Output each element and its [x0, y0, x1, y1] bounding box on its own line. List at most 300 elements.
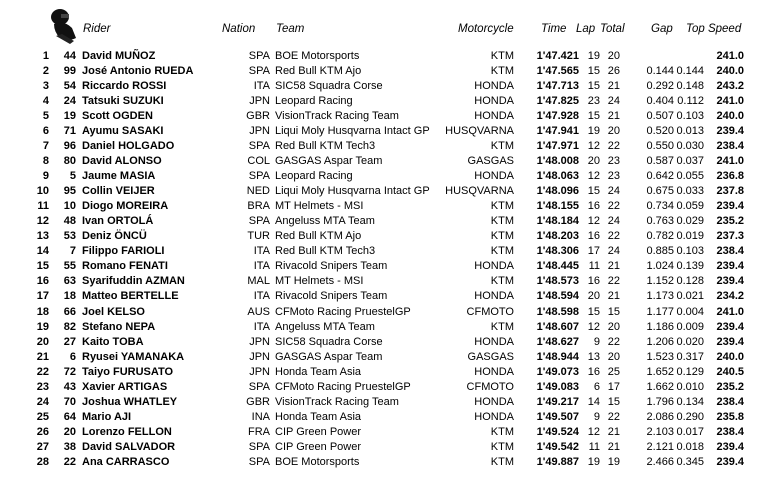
gap-first-cell: 0.520 [646, 125, 674, 138]
nation-cell: COL [247, 155, 270, 168]
total-laps-cell: 21 [607, 110, 620, 123]
rider-number-cell: 70 [63, 395, 76, 408]
motorcycle-cell: HONDA [474, 335, 514, 348]
best-lap-cell: 12 [587, 425, 600, 438]
lap-time-cell: 1'47.971 [536, 140, 579, 153]
lap-time-cell: 1'49.542 [536, 440, 579, 453]
gap-previous-cell: 0.029 [676, 215, 704, 228]
gap-first-cell: 0.885 [646, 245, 674, 258]
top-speed-cell: 235.2 [716, 380, 744, 393]
total-laps-cell: 24 [607, 215, 620, 228]
rider-number-cell: 24 [63, 95, 76, 108]
best-lap-cell: 15 [587, 65, 600, 78]
gap-first-cell: 1.024 [646, 260, 674, 273]
gap-first-cell: 0.404 [646, 95, 674, 108]
gap-previous-cell: 0.290 [676, 410, 704, 423]
nation-cell: JPN [249, 365, 270, 378]
best-lap-cell: 20 [587, 155, 600, 168]
gap-previous-cell: 0.033 [676, 185, 704, 198]
motorcycle-cell: HONDA [474, 80, 514, 93]
gap-first-cell: 1.652 [646, 365, 674, 378]
motorcycle-cell: GASGAS [467, 350, 514, 363]
position-cell: 23 [36, 380, 49, 393]
motorcycle-cell: KTM [490, 230, 514, 243]
position-cell: 11 [37, 200, 49, 213]
lap-time-cell: 1'48.203 [536, 230, 579, 243]
position-cell: 24 [36, 395, 49, 408]
gap-previous-cell: 0.345 [676, 455, 704, 468]
table-row [0, 94, 758, 109]
table-row [0, 214, 758, 229]
total-laps-cell: 25 [607, 365, 620, 378]
rider-name-cell: Collin VEIJER [82, 185, 155, 198]
lap-time-cell: 1'48.445 [536, 260, 579, 273]
position-cell: 12 [36, 215, 49, 228]
rider-name-cell: Daniel HOLGADO [82, 140, 175, 153]
nation-cell: BRA [247, 200, 270, 213]
top-speed-cell: 241.0 [716, 305, 744, 318]
rider-number-cell: 48 [63, 215, 76, 228]
table-row [0, 335, 758, 350]
rider-number-cell: 10 [63, 200, 76, 213]
top-speed-cell: 239.4 [716, 455, 744, 468]
lap-time-cell: 1'48.096 [536, 185, 579, 198]
rider-number-cell: 38 [63, 440, 76, 453]
gap-first-cell: 2.121 [646, 440, 674, 453]
gap-previous-cell: 0.055 [676, 170, 704, 183]
table-row [0, 184, 758, 199]
team-cell: MT Helmets - MSI [275, 200, 364, 213]
motorcycle-cell: KTM [490, 275, 514, 288]
best-lap-cell: 9 [593, 335, 600, 348]
rider-name-cell: Matteo BERTELLE [82, 290, 179, 303]
rider-number-cell: 54 [63, 80, 76, 93]
table-row [0, 440, 758, 455]
total-laps-cell: 22 [607, 230, 620, 243]
team-cell: MT Helmets - MSI [275, 275, 364, 288]
gap-previous-cell: 0.019 [676, 230, 704, 243]
table-row [0, 395, 758, 410]
rider-number-cell: 63 [63, 275, 76, 288]
total-laps-cell: 24 [607, 245, 620, 258]
rider-name-cell: Joel KELSO [82, 305, 145, 318]
total-laps-cell: 15 [607, 305, 620, 318]
top-speed-cell: 240.5 [716, 365, 744, 378]
position-cell: 3 [42, 80, 49, 93]
table-row [0, 350, 758, 365]
nation-cell: GBR [246, 110, 270, 123]
best-lap-cell: 16 [587, 230, 600, 243]
lap-time-cell: 1'47.928 [536, 110, 579, 123]
team-cell: Angeluss MTA Team [275, 320, 375, 333]
table-row [0, 320, 758, 335]
gap-first-cell: 0.550 [646, 140, 674, 153]
rider-name-cell: Tatsuki SUZUKI [82, 95, 164, 108]
gap-previous-cell: 0.148 [676, 80, 704, 93]
gap-previous-cell: 0.139 [676, 260, 704, 273]
best-lap-cell: 16 [587, 365, 600, 378]
table-row [0, 380, 758, 395]
gap-first-cell: 0.642 [646, 170, 674, 183]
lap-time-cell: 1'47.565 [536, 65, 579, 78]
rider-name-cell: Stefano NEPA [82, 320, 156, 333]
header-lap: Lap [576, 23, 596, 35]
nation-cell: JPN [249, 350, 270, 363]
best-lap-cell: 19 [587, 455, 600, 468]
position-cell: 10 [36, 185, 49, 198]
lap-time-cell: 1'48.184 [536, 215, 579, 228]
nation-cell: GBR [246, 395, 270, 408]
team-cell: Liqui Moly Husqvarna Intact GP [275, 125, 430, 138]
gap-previous-cell: 0.009 [676, 320, 704, 333]
rider-number-cell: 6 [69, 350, 76, 363]
best-lap-cell: 19 [587, 50, 600, 62]
motorcycle-cell: HONDA [474, 290, 514, 303]
gap-first-cell: 0.763 [646, 215, 674, 228]
gap-previous-cell: 0.013 [676, 125, 704, 138]
rider-name-cell: Riccardo ROSSI [82, 80, 167, 93]
best-lap-cell: 20 [587, 290, 600, 303]
rider-number-cell: 22 [63, 455, 76, 468]
table-row [0, 229, 758, 244]
rider-number-cell: 64 [63, 410, 76, 423]
team-cell: Rivacold Snipers Team [275, 260, 388, 273]
header-team: Team [276, 23, 305, 35]
rider-name-cell: Deniz ÖNCÜ [82, 230, 147, 243]
top-speed-cell: 239.4 [716, 440, 744, 453]
position-cell: 18 [36, 305, 49, 318]
total-laps-cell: 24 [607, 185, 620, 198]
top-speed-cell: 238.4 [716, 425, 744, 438]
total-laps-cell: 26 [607, 65, 620, 78]
lap-time-cell: 1'48.944 [536, 350, 579, 363]
position-cell: 26 [36, 425, 49, 438]
rider-name-cell: Mario AJI [82, 410, 132, 423]
position-cell: 6 [42, 125, 49, 138]
nation-cell: ITA [253, 260, 270, 273]
gap-previous-cell: 0.129 [676, 365, 704, 378]
motorcycle-cell: KTM [490, 65, 514, 78]
gap-first-cell: 1.206 [646, 335, 674, 348]
lap-time-cell: 1'49.507 [536, 410, 579, 423]
top-speed-cell: 238.4 [716, 245, 744, 258]
rider-name-cell: Filippo FARIOLI [82, 245, 165, 258]
best-lap-cell: 15 [587, 185, 600, 198]
total-laps-cell: 22 [607, 335, 620, 348]
header-top-speed: Top Speed [686, 23, 742, 35]
nation-cell: ITA [253, 80, 270, 93]
best-lap-cell: 11 [588, 440, 600, 453]
total-laps-cell: 20 [607, 320, 620, 333]
rider-name-cell: Romano FENATI [82, 260, 168, 273]
nation-cell: ITA [253, 245, 270, 258]
gap-previous-cell: 0.103 [676, 245, 704, 258]
best-lap-cell: 17 [587, 245, 600, 258]
rider-number-cell: 19 [63, 110, 76, 123]
lap-time-cell: 1'47.941 [536, 125, 579, 138]
nation-cell: SPA [248, 170, 270, 183]
best-lap-cell: 16 [587, 200, 600, 213]
table-row [0, 425, 758, 440]
position-cell: 28 [36, 455, 49, 468]
rider-name-cell: Ryusei YAMANAKA [82, 350, 185, 363]
team-cell: CFMoto Racing PruestelGP [275, 380, 411, 393]
rider-name-cell: Scott OGDEN [82, 110, 153, 123]
top-speed-cell: 238.4 [716, 395, 744, 408]
position-cell: 8 [42, 155, 49, 168]
table-row [0, 139, 758, 154]
gap-previous-cell: 0.010 [676, 380, 704, 393]
gap-first-cell: 1.523 [646, 350, 674, 363]
rider-name-cell: Lorenzo FELLON [82, 425, 172, 438]
team-cell: CFMoto Racing PruestelGP [275, 305, 411, 318]
nation-cell: JPN [249, 95, 270, 108]
lap-time-cell: 1'49.073 [536, 365, 579, 378]
position-cell: 19 [36, 320, 49, 333]
lap-time-cell: 1'48.607 [536, 320, 579, 333]
team-cell: CIP Green Power [275, 440, 362, 453]
rider-number-cell: 18 [63, 290, 76, 303]
rider-number-cell: 44 [63, 50, 76, 62]
motorcycle-cell: KTM [490, 200, 514, 213]
rider-number-cell: 80 [63, 155, 76, 168]
gap-first-cell: 1.796 [646, 395, 674, 408]
rider-name-cell: Jaume MASIA [82, 170, 156, 183]
rider-number-cell: 7 [69, 245, 76, 258]
motorcycle-cell: HONDA [474, 110, 514, 123]
gap-first-cell: 0.292 [646, 80, 674, 93]
best-lap-cell: 6 [593, 380, 600, 393]
team-cell: Red Bull KTM Ajo [275, 230, 362, 243]
gap-first-cell: 0.675 [646, 185, 674, 198]
lap-time-cell: 1'48.627 [536, 335, 579, 348]
rider-name-cell: David ALONSO [82, 155, 162, 168]
header-total: Total [600, 23, 625, 35]
position-cell: 1 [42, 50, 49, 62]
lap-time-cell: 1'47.421 [536, 50, 579, 62]
total-laps-cell: 24 [607, 95, 620, 108]
rider-name-cell: Ana CARRASCO [82, 455, 170, 468]
gap-first-cell: 1.177 [646, 305, 674, 318]
total-laps-cell: 21 [607, 290, 620, 303]
rider-name-cell: Xavier ARTIGAS [82, 380, 168, 393]
team-cell: Angeluss MTA Team [275, 215, 375, 228]
best-lap-cell: 15 [587, 110, 600, 123]
total-laps-cell: 20 [607, 50, 620, 62]
gap-first-cell: 2.086 [646, 410, 674, 423]
top-speed-cell: 235.8 [716, 410, 744, 423]
motorcycle-cell: HONDA [474, 95, 514, 108]
total-laps-cell: 22 [607, 275, 620, 288]
motorcycle-cell: HONDA [474, 365, 514, 378]
top-speed-cell: 243.2 [716, 80, 744, 93]
lap-time-cell: 1'48.594 [536, 290, 579, 303]
motorcycle-cell: KTM [490, 50, 514, 62]
top-speed-cell: 240.0 [716, 65, 744, 78]
rider-number-cell: 72 [63, 365, 76, 378]
rider-name-cell: David MUÑOZ [82, 50, 156, 62]
gap-first-cell: 1.173 [646, 290, 674, 303]
gap-previous-cell: 0.037 [676, 155, 704, 168]
team-cell: VisionTrack Racing Team [275, 110, 399, 123]
gap-first-cell: 1.152 [646, 275, 674, 288]
total-laps-cell: 21 [607, 440, 620, 453]
team-cell: Rivacold Snipers Team [275, 290, 388, 303]
top-speed-cell: 235.2 [716, 215, 744, 228]
motorcycle-cell: KTM [490, 440, 514, 453]
lap-time-cell: 1'48.306 [536, 245, 579, 258]
best-lap-cell: 12 [587, 170, 600, 183]
nation-cell: SPA [248, 440, 270, 453]
best-lap-cell: 12 [587, 320, 600, 333]
table-row [0, 169, 758, 184]
team-cell: BOE Motorsports [275, 50, 360, 62]
team-cell: CIP Green Power [275, 425, 362, 438]
best-lap-cell: 13 [587, 350, 600, 363]
position-cell: 14 [36, 245, 49, 258]
top-speed-cell: 241.0 [716, 50, 744, 62]
top-speed-cell: 239.4 [716, 275, 744, 288]
header-nation: Nation [222, 23, 256, 35]
rider-number-cell: 27 [63, 335, 76, 348]
gap-first-cell: 1.662 [646, 380, 674, 393]
team-cell: Honda Team Asia [275, 365, 362, 378]
best-lap-cell: 9 [593, 410, 600, 423]
table-row [0, 154, 758, 169]
motorcycle-cell: HONDA [474, 170, 514, 183]
team-cell: SIC58 Squadra Corse [275, 335, 383, 348]
gap-first-cell: 0.587 [646, 155, 674, 168]
position-cell: 25 [36, 410, 49, 423]
position-cell: 22 [36, 365, 49, 378]
top-speed-cell: 239.4 [716, 335, 744, 348]
motorcycle-cell: CFMOTO [466, 305, 514, 318]
position-cell: 20 [36, 335, 49, 348]
rider-number-cell: 43 [63, 380, 76, 393]
best-lap-cell: 12 [587, 215, 600, 228]
position-cell: 2 [42, 65, 49, 78]
team-cell: GASGAS Aspar Team [275, 350, 383, 363]
team-cell: GASGAS Aspar Team [275, 155, 383, 168]
gap-previous-cell: 0.112 [677, 95, 704, 108]
motorcycle-cell: KTM [490, 215, 514, 228]
total-laps-cell: 17 [607, 380, 620, 393]
position-cell: 27 [36, 440, 49, 453]
rider-number-cell: 55 [63, 260, 76, 273]
total-laps-cell: 15 [607, 395, 620, 408]
nation-cell: NED [246, 185, 270, 198]
team-cell: Leopard Racing [275, 170, 353, 183]
total-laps-cell: 23 [607, 155, 620, 168]
lap-time-cell: 1'49.524 [536, 425, 579, 438]
gap-previous-cell: 0.134 [676, 395, 704, 408]
lap-time-cell: 1'48.063 [536, 170, 579, 183]
rider-number-cell: 71 [63, 125, 76, 138]
nation-cell: ITA [253, 290, 270, 303]
motorcycle-cell: HONDA [474, 395, 514, 408]
header-time: Time [541, 23, 567, 35]
motorcycle-cell: HONDA [474, 260, 514, 273]
total-laps-cell: 22 [607, 410, 620, 423]
nation-cell: FRA [248, 425, 270, 438]
rider-name-cell: José Antonio RUEDA [82, 65, 194, 78]
table-row [0, 289, 758, 304]
table-row [0, 455, 758, 470]
lap-time-cell: 1'49.887 [536, 455, 579, 468]
gap-previous-cell: 0.128 [676, 275, 704, 288]
nation-cell: TUR [247, 230, 270, 243]
header-gap: Gap [651, 23, 673, 35]
top-speed-cell: 237.3 [716, 230, 744, 243]
table-row [0, 124, 758, 139]
rider-name-cell: Ayumu SASAKI [82, 125, 164, 138]
best-lap-cell: 15 [587, 305, 600, 318]
top-speed-cell: 241.0 [716, 155, 744, 168]
lap-time-cell: 1'48.573 [536, 275, 579, 288]
header-motorcycle: Motorcycle [458, 23, 514, 35]
top-speed-cell: 240.0 [716, 110, 744, 123]
team-cell: Honda Team Asia [275, 410, 362, 423]
table-row [0, 365, 758, 380]
top-speed-cell: 234.2 [716, 290, 744, 303]
nation-cell: SPA [248, 50, 270, 62]
gap-previous-cell: 0.030 [676, 140, 704, 153]
rider-number-cell: 53 [63, 230, 76, 243]
gap-first-cell: 0.734 [646, 200, 674, 213]
table-row [0, 199, 758, 214]
lap-time-cell: 1'48.155 [536, 200, 579, 213]
gap-first-cell: 0.507 [646, 110, 674, 123]
rider-number-cell: 96 [63, 140, 76, 153]
lap-time-cell: 1'49.217 [536, 395, 579, 408]
rider-name-cell: Taiyo FURUSATO [82, 365, 174, 378]
gap-first-cell: 0.144 [646, 65, 674, 78]
team-cell: Red Bull KTM Tech3 [275, 245, 376, 258]
rider-number-cell: 82 [63, 320, 76, 333]
table-row [0, 274, 758, 289]
gap-first-cell: 0.782 [646, 230, 674, 243]
best-lap-cell: 23 [587, 95, 600, 108]
gap-first-cell: 2.466 [646, 455, 674, 468]
gap-previous-cell: 0.059 [676, 200, 704, 213]
gap-first-cell: 2.103 [646, 425, 674, 438]
gap-first-cell: 1.186 [646, 320, 674, 333]
table-row [0, 259, 758, 274]
gap-previous-cell: 0.004 [676, 305, 704, 318]
gap-previous-cell: 0.020 [676, 335, 704, 348]
lap-time-cell: 1'48.008 [536, 155, 579, 168]
best-lap-cell: 12 [587, 140, 600, 153]
total-laps-cell: 19 [607, 455, 620, 468]
top-speed-cell: 237.8 [716, 185, 744, 198]
total-laps-cell: 22 [607, 140, 620, 153]
rider-helmet-icon [46, 8, 80, 46]
position-cell: 7 [42, 140, 49, 153]
gap-previous-cell: 0.103 [676, 110, 704, 123]
nation-cell: SPA [248, 455, 270, 468]
motorcycle-cell: KTM [490, 455, 514, 468]
rider-name-cell: Diogo MOREIRA [82, 200, 169, 213]
lap-time-cell: 1'49.083 [536, 380, 579, 393]
position-cell: 16 [36, 275, 49, 288]
table-row [0, 79, 758, 94]
rider-number-cell: 66 [63, 305, 76, 318]
team-cell: BOE Motorsports [275, 455, 360, 468]
gap-previous-cell: 0.018 [676, 440, 704, 453]
best-lap-cell: 16 [587, 275, 600, 288]
nation-cell: JPN [249, 125, 270, 138]
top-speed-cell: 239.4 [716, 260, 744, 273]
